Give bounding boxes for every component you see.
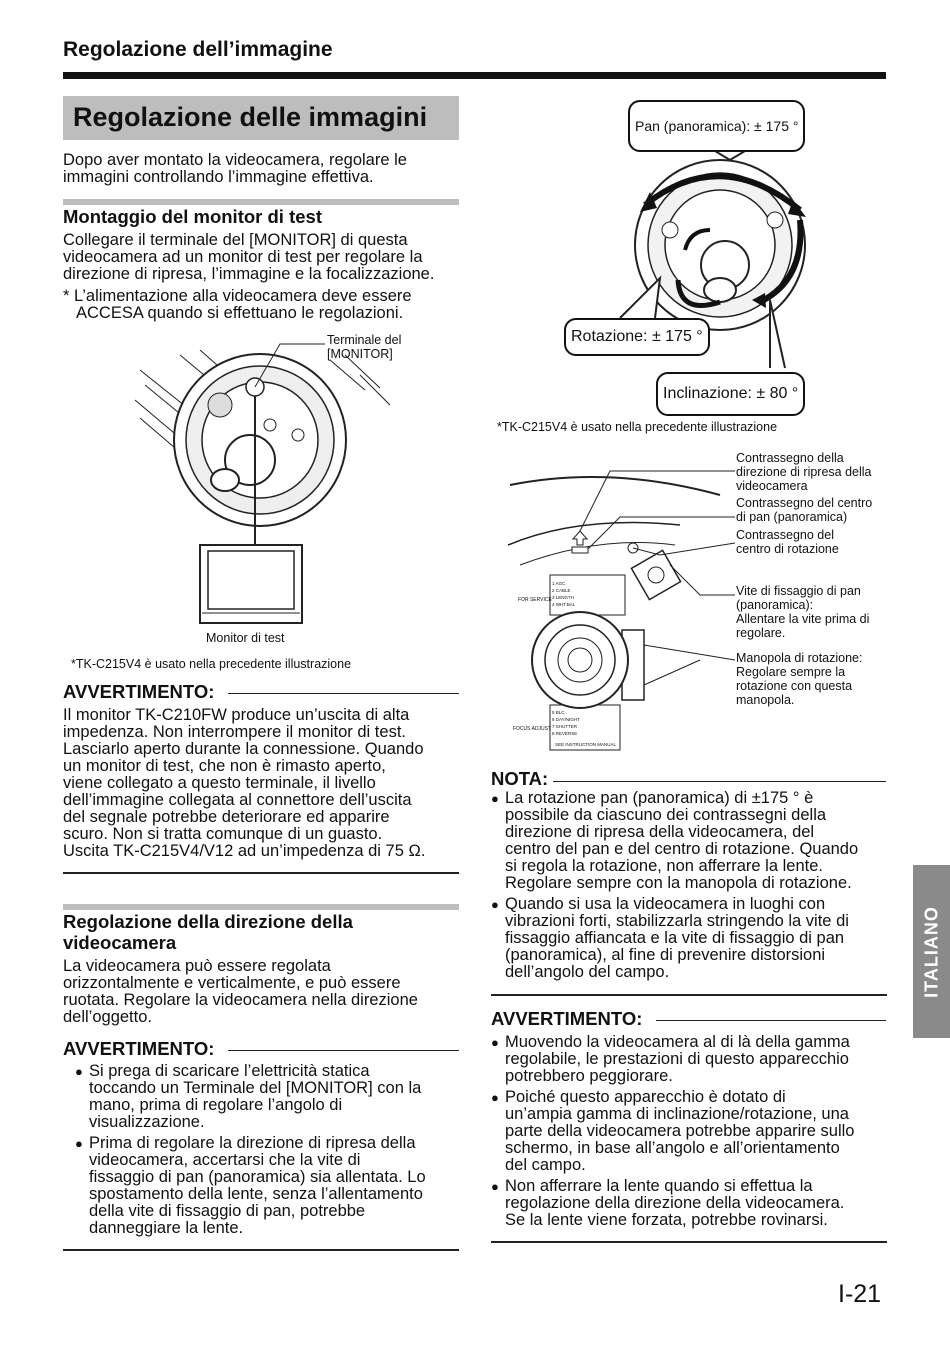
label-rotation-knob: Manopola di rotazione: Regolare sempre la rotazione con questa manopola. <box>736 651 863 707</box>
monitor-section-note: * L’alimentazione alla videocamera deve essere ACCESA quando si effettuano le regolazioni. <box>63 287 412 322</box>
warning-list <box>491 1034 891 1229</box>
rotation-callout: Rotazione: ± 175 ° <box>564 318 710 356</box>
warning-heading: AVVERTIMENTO: <box>63 681 215 702</box>
tilt-callout: Inclinazione: ± 80 ° <box>656 372 805 416</box>
direction-section-title: Regolazione della direzione della videocamera <box>63 911 353 953</box>
monitor-section-body: Collegare il terminale del [MONITOR] di questa videocamera ad un monitor di test per regolare la direzione di ripresa, l’immagine e la focalizzazione. <box>63 231 435 283</box>
language-tab: ITALIANO <box>913 865 950 1038</box>
warning-rule <box>228 1050 459 1051</box>
divider <box>63 904 459 910</box>
divider <box>491 1241 887 1243</box>
label-shooting-direction: Contrassegno della direzione di ripresa della videocamera <box>736 451 872 493</box>
warning-heading: AVVERTIMENTO: <box>491 1008 643 1029</box>
list-item: ● La rotazione pan (panoramica) di ±175 ° è possibile da ciascuno dei contrassegni della direzione di ripresa della videocamera, del centro del pan e del centro di rotazione. Quando si regola la rotazione, non afferrare la lente. Regolare sempre con la manopola di rotazione. <box>491 790 891 892</box>
warning-list <box>75 1063 465 1237</box>
label-pan-center: Contrassegno del centro di pan (panoramica) <box>736 496 873 524</box>
divider <box>63 199 459 205</box>
divider <box>63 872 459 874</box>
label-pan-screw: Vite di fissaggio di pan (panoramica): Allentare la vite prima di regolare. <box>736 584 870 640</box>
intro-text: Dopo aver montato la videocamera, regolare le immagini controllando l’immagine effettiva. <box>63 151 407 186</box>
list-item: ● Quando si usa la videocamera in luoghi con vibrazioni forti, stabilizzarla stringendo la vite di fissaggio affiancata e la vite di fissaggio di pan (panoramica), al fine di prevenire distorsioni dell’angolo del campo. <box>491 896 891 981</box>
list-item: ● Non afferrare la lente quando si effettua la regolazione della direzione della videocamera. Se la lente viene forzata, potrebbe rovinarsi. <box>491 1178 891 1229</box>
board-switch-list-top: 1 AGC 2 CABLE 3 LENGTH 4 WHT.BAL <box>552 581 576 607</box>
section-header: Regolazione dell’immagine <box>63 38 333 61</box>
page-number: I-21 <box>838 1280 882 1308</box>
label-rotation-center: Contrassegno del centro di rotazione <box>736 528 839 556</box>
warning-heading: AVVERTIMENTO: <box>63 1038 215 1059</box>
terminal-label: Terminale del [MONITOR] <box>327 333 402 361</box>
board-label-service: FOR SERVICE <box>518 597 552 603</box>
monitor-label: Monitor di test <box>206 631 285 645</box>
note-rule <box>553 781 886 782</box>
note-list <box>491 790 891 981</box>
list-item: ● Muovendo la videocamera al di là della gamma regolabile, le prestazioni di questo apparecchio potrebbero peggiorare. <box>491 1034 891 1085</box>
warning-rule <box>228 693 459 694</box>
board-label-manual: SEE INSTRUCTION MANUAL <box>555 742 617 747</box>
direction-section-body: La videocamera può essere regolata orizzontalmente e verticalmente, e può essere ruotata. Regolare la videocamera nella direzione dell’oggetto. <box>63 957 418 1026</box>
page-title-banner <box>63 96 459 140</box>
list-item: ● Poiché questo apparecchio è dotato di un’ampia gamma di inclinazione/rotazione, una parte della videocamera potrebbe apparire sullo schermo, in base all’angolo e all’orientamento del campo. <box>491 1089 891 1174</box>
figure-caption: *TK-C215V4 è usato nella precedente illustrazione <box>497 420 778 434</box>
monitor-connection-illustration <box>120 330 470 655</box>
board-label-focus: FOCUS ADJUST <box>513 726 552 732</box>
list-item: ● Si prega di scaricare l’elettricità statica toccando un Terminale del [MONITOR] con la mano, prima di regolare l’angolo di visualizzazione. <box>75 1063 465 1131</box>
warning-rule <box>656 1020 886 1021</box>
divider <box>491 994 887 996</box>
note-heading: NOTA: <box>491 768 549 789</box>
warning-body: Il monitor TK-C210FW produce un’uscita di alta impedenza. Non interrompere il monitor di test. Lasciarlo aperto durante la connessione. Quando un monitor di test, che non è rimasto aperto, viene collegato a questo terminale, il livello dell’immagine collegata al connettore dell’uscita del segnale potrebbe deteriorare ed apparire scuro. Non si tratta comunque di un guasto. Uscita TK-C215V4/V12 ad un’impedenza di 75 Ω. <box>63 706 426 860</box>
pan-callout: Pan (panoramica): ± 175 ° <box>628 100 805 152</box>
board-switch-list-bottom: 5 BLC 6 DAY/NIGHT 7 SHUTTER 8 REVERSE <box>552 710 580 736</box>
list-item: ● Prima di regolare la direzione di ripresa della videocamera, accertarsi che la vite di fissaggio di pan (panoramica) sia allentata. Lo spostamento della lente, senza l’allentamento della vite di fissaggio di pan, potrebbe danneggiare la lente. <box>75 1135 465 1237</box>
divider <box>63 1249 459 1251</box>
page-title: Regolazione delle immagini <box>73 102 428 132</box>
figure-caption: *TK-C215V4 è usato nella precedente illustrazione <box>71 657 352 671</box>
monitor-section-title: Montaggio del monitor di test <box>63 206 322 227</box>
header-rule <box>63 72 886 79</box>
